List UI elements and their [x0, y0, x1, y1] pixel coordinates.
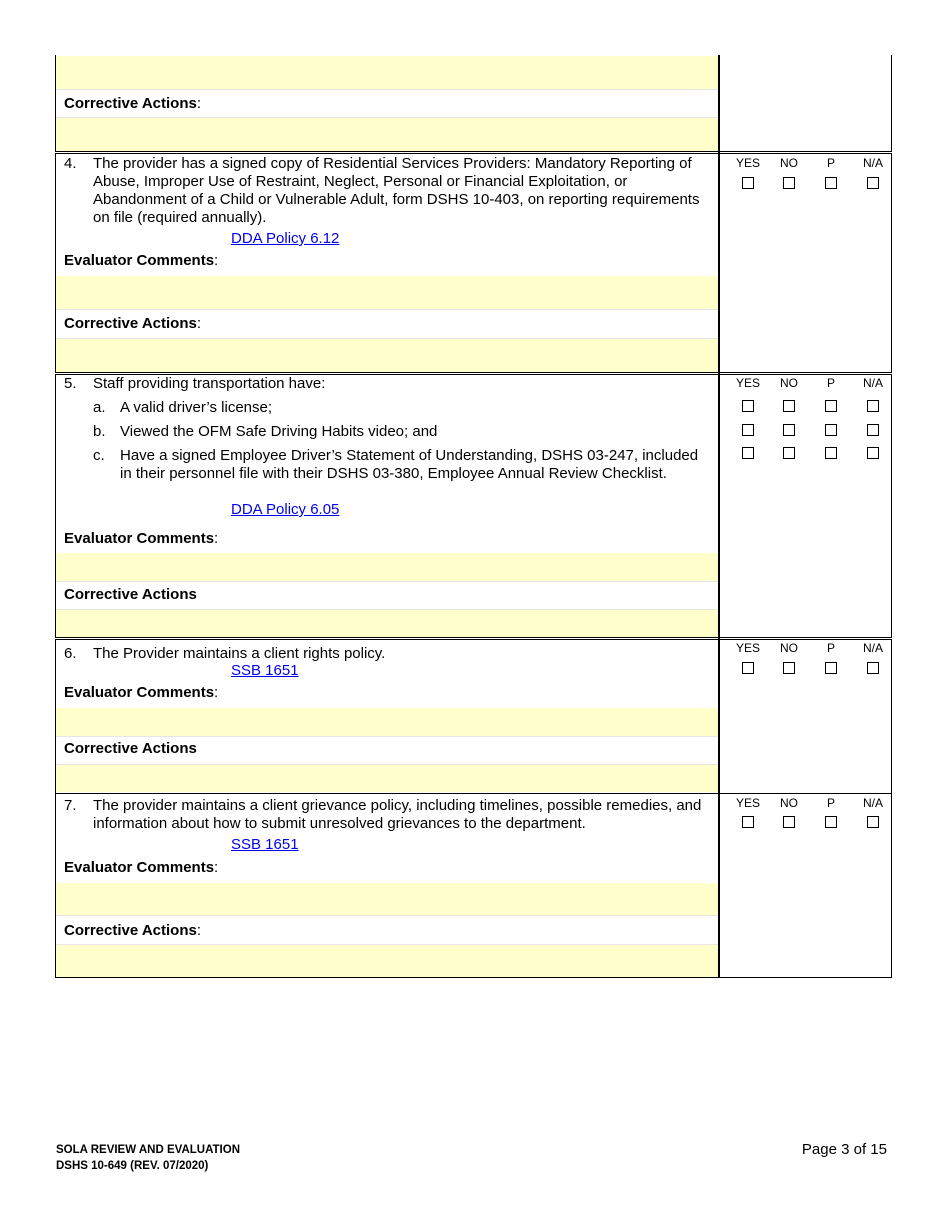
q5-evaluator-comments-field[interactable] [56, 553, 718, 581]
no-option-label: NO [780, 641, 798, 655]
form-number: DSHS 10-649 (REV. 07/2020) [56, 1160, 209, 1172]
item-letter: a. [93, 399, 106, 416]
q6-na-checkbox[interactable] [867, 662, 879, 674]
form-title: SOLA REVIEW AND EVALUATION [56, 1144, 240, 1156]
q6-yes-checkbox[interactable] [742, 662, 754, 674]
item-text: Viewed the OFM Safe Driving Habits video; and [120, 423, 438, 440]
no-option-label: NO [780, 796, 798, 810]
q6-policy-link[interactable]: SSB 1651 [231, 662, 299, 679]
q6-evaluator-comments-label: Evaluator Comments: [64, 684, 219, 701]
q5a-no-checkbox[interactable] [783, 400, 795, 412]
question-number: 6. [64, 645, 77, 662]
q7-yes-checkbox[interactable] [742, 816, 754, 828]
na-option-label: N/A [862, 156, 883, 170]
q6-corrective-actions-field[interactable] [56, 764, 718, 792]
item-letter: c. [93, 447, 105, 464]
q5b-na-checkbox[interactable] [867, 424, 879, 436]
item-text: Have a signed Employee Driver’s Statement of Understanding, DSHS 03-247, included in their personnel file with their DSHS 03-380, Employee Annual Review Checklist. [120, 447, 699, 482]
q7-policy-link[interactable]: SSB 1651 [231, 836, 299, 853]
yes-option-label: YES [735, 156, 760, 170]
partial-option-label: P [826, 376, 835, 390]
q5a-na-checkbox[interactable] [867, 400, 879, 412]
q6-corrective-actions-label: Corrective Actions [64, 740, 197, 757]
row-divider [55, 637, 892, 640]
question-4-text: The provider has a signed copy of Residential Services Providers: Mandatory Reporting of Abuse, Improper Use of Restraint, Neglect, Personal or Financial Exploitation, or Abandonment of a Child or Vulnerable Adult, form DSHS 10-403, on reporting requirements on file (required annually). [93, 155, 700, 226]
q5c-yes-checkbox[interactable] [742, 447, 754, 459]
item-letter: b. [93, 423, 106, 440]
na-option-label: N/A [862, 641, 883, 655]
question-5-text: Staff providing transportation have: [93, 375, 326, 392]
na-option-label: N/A [862, 796, 883, 810]
q4-evaluator-comments-label: Evaluator Comments: [64, 252, 219, 269]
q6-evaluator-comments-field[interactable] [56, 708, 718, 736]
partial-option-label: P [826, 156, 835, 170]
q4-yes-checkbox[interactable] [742, 177, 754, 189]
q7-evaluator-comments-label: Evaluator Comments: [64, 859, 219, 876]
q4-corrective-actions-field[interactable] [56, 339, 718, 372]
q5-corrective-actions-label: Corrective Actions [64, 586, 197, 603]
q7-corrective-actions-label: Corrective Actions: [64, 922, 201, 939]
partial-option-label: P [826, 641, 835, 655]
question-6-text: The Provider maintains a client rights policy. [93, 645, 386, 662]
question-number: 5. [64, 375, 77, 392]
q7-evaluator-comments-field[interactable] [56, 883, 718, 915]
q5b-no-checkbox[interactable] [783, 424, 795, 436]
row-divider [55, 151, 892, 154]
q5c-na-checkbox[interactable] [867, 447, 879, 459]
q7-na-checkbox[interactable] [867, 816, 879, 828]
q4-no-checkbox[interactable] [783, 177, 795, 189]
q6-no-checkbox[interactable] [783, 662, 795, 674]
q5-evaluator-comments-label: Evaluator Comments: [64, 530, 219, 547]
q5b-yes-checkbox[interactable] [742, 424, 754, 436]
q4-policy-link[interactable]: DDA Policy 6.12 [231, 230, 340, 247]
question-7-text: The provider maintains a client grievance policy, including timelines, possible remedies, and information about how to submit unresolved grievances to the department. [93, 797, 702, 832]
question-number: 7. [64, 797, 77, 814]
q6-p-checkbox[interactable] [825, 662, 837, 674]
q4-corrective-actions-label: Corrective Actions: [64, 315, 201, 332]
item-text: A valid driver’s license; [120, 399, 273, 416]
page-number: Page 3 of 15 [801, 1141, 887, 1158]
previous-corrective-actions-field[interactable] [56, 117, 718, 151]
q5c-p-checkbox[interactable] [825, 447, 837, 459]
corrective-actions-label: Corrective Actions: [64, 95, 201, 112]
q7-no-checkbox[interactable] [783, 816, 795, 828]
q5b-p-checkbox[interactable] [825, 424, 837, 436]
partial-option-label: P [826, 796, 835, 810]
previous-evaluator-comments-field[interactable] [56, 56, 718, 89]
q5-policy-link[interactable]: DDA Policy 6.05 [231, 501, 340, 518]
q5a-yes-checkbox[interactable] [742, 400, 754, 412]
q5c-no-checkbox[interactable] [783, 447, 795, 459]
row-divider [55, 793, 892, 794]
no-option-label: NO [780, 376, 798, 390]
q4-na-checkbox[interactable] [867, 177, 879, 189]
yes-option-label: YES [735, 376, 760, 390]
na-option-label: N/A [862, 376, 883, 390]
q7-corrective-actions-field[interactable] [56, 944, 718, 977]
no-option-label: NO [780, 156, 798, 170]
q5a-p-checkbox[interactable] [825, 400, 837, 412]
q4-p-checkbox[interactable] [825, 177, 837, 189]
yes-option-label: YES [735, 641, 760, 655]
question-number: 4. [64, 155, 77, 172]
q4-evaluator-comments-field[interactable] [56, 276, 718, 309]
yes-option-label: YES [735, 796, 760, 810]
column-divider [718, 55, 720, 978]
q5-corrective-actions-field[interactable] [56, 609, 718, 637]
q7-p-checkbox[interactable] [825, 816, 837, 828]
